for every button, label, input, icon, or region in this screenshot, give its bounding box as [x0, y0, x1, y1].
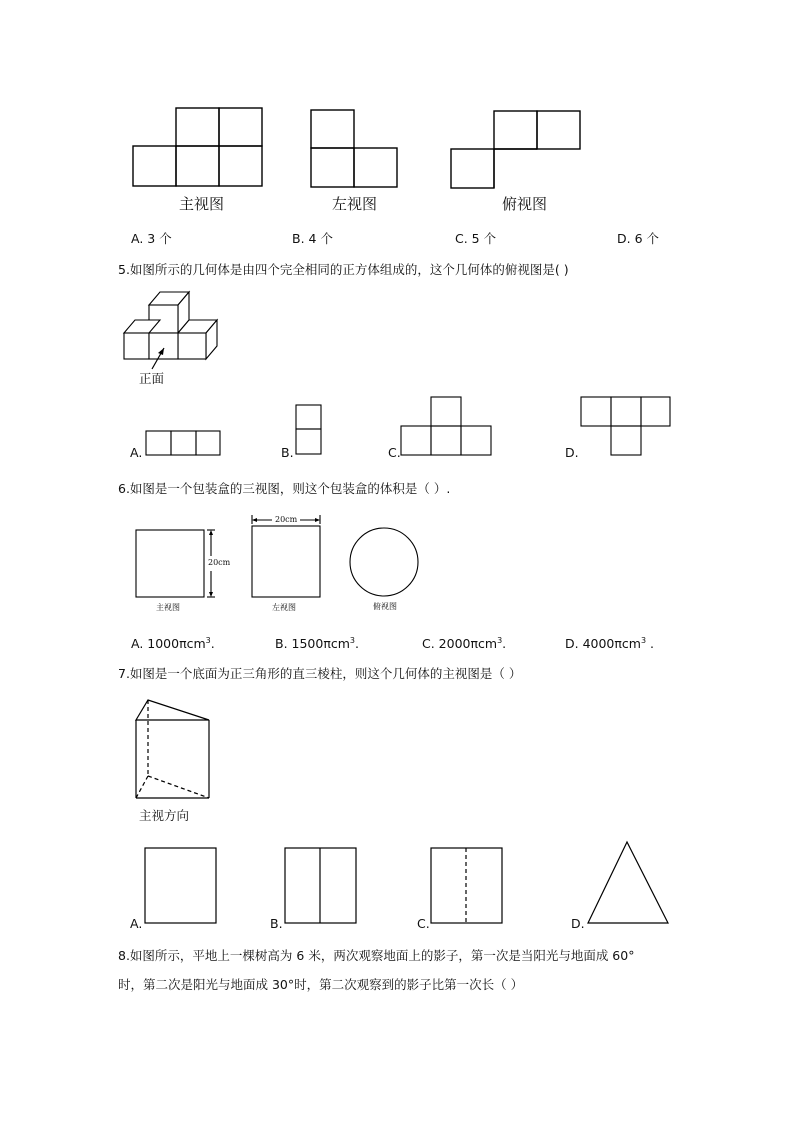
q5-option-a[interactable]: A. [130, 445, 143, 460]
q5-option-d[interactable]: D. [565, 445, 579, 460]
q4-view-label-top: 俯视图 [502, 195, 548, 213]
q7-question: 7.如图是一个底面为正三角形的直三棱柱，则这个几何体的主视图是（ ） [118, 666, 522, 681]
q7-option-c[interactable]: C. [417, 916, 430, 931]
q6-view-label-front: 主视图 [156, 603, 180, 612]
q6-view-label-left: 左视图 [272, 603, 296, 612]
q6-view-label-top: 俯视图 [373, 602, 397, 611]
q7-direction-label: 主视方向 [139, 808, 190, 823]
q4-view-label-front: 主视图 [179, 195, 225, 213]
q5-front-label: 正面 [139, 371, 165, 386]
q7-option-d[interactable]: D. [571, 916, 585, 931]
q5-question: 5.如图所示的几何体是由四个完全相同的正方体组成的，这个几何体的俯视图是( ) [118, 262, 569, 277]
q4-option-b[interactable]: B. 4 个 [292, 231, 333, 246]
q6-dim-label-width: 20cm [275, 515, 298, 524]
q4-view-label-left: 左视图 [332, 195, 378, 213]
q6-option-d[interactable]: D. 4000πcm$^3$ . [565, 636, 655, 652]
q5-option-b[interactable]: B. [281, 445, 294, 460]
q7-option-b[interactable]: B. [270, 916, 283, 931]
q5-option-c[interactable]: C. [388, 445, 401, 460]
q6-option-c[interactable]: C. 2000πcm$^3$. [422, 636, 507, 652]
q8-question-line-1: 8.如图所示，平地上一棵树高为 6 米，两次观察地面上的影子，第一次是当阳光与地面成 60° [118, 948, 635, 963]
q8-question-line-2: 时，第二次是阳光与地面成 30°时，第二次观察到的影子比第一次长（ ） [118, 977, 524, 992]
q6-option-a[interactable]: A. 1000πcm$^3$. [131, 636, 215, 652]
q6-dim-label-height: 20cm [208, 558, 231, 567]
q6-question: 6.如图是一个包装盒的三视图，则这个包装盒的体积是（ ）. [118, 481, 451, 496]
q4-option-d[interactable]: D. 6 个 [617, 231, 659, 246]
q7-option-a[interactable]: A. [130, 916, 143, 931]
q4-option-c[interactable]: C. 5 个 [455, 231, 497, 246]
q6-option-b[interactable]: B. 1500πcm$^3$. [275, 636, 359, 652]
q4-option-a[interactable]: A. 3 个 [131, 231, 172, 246]
